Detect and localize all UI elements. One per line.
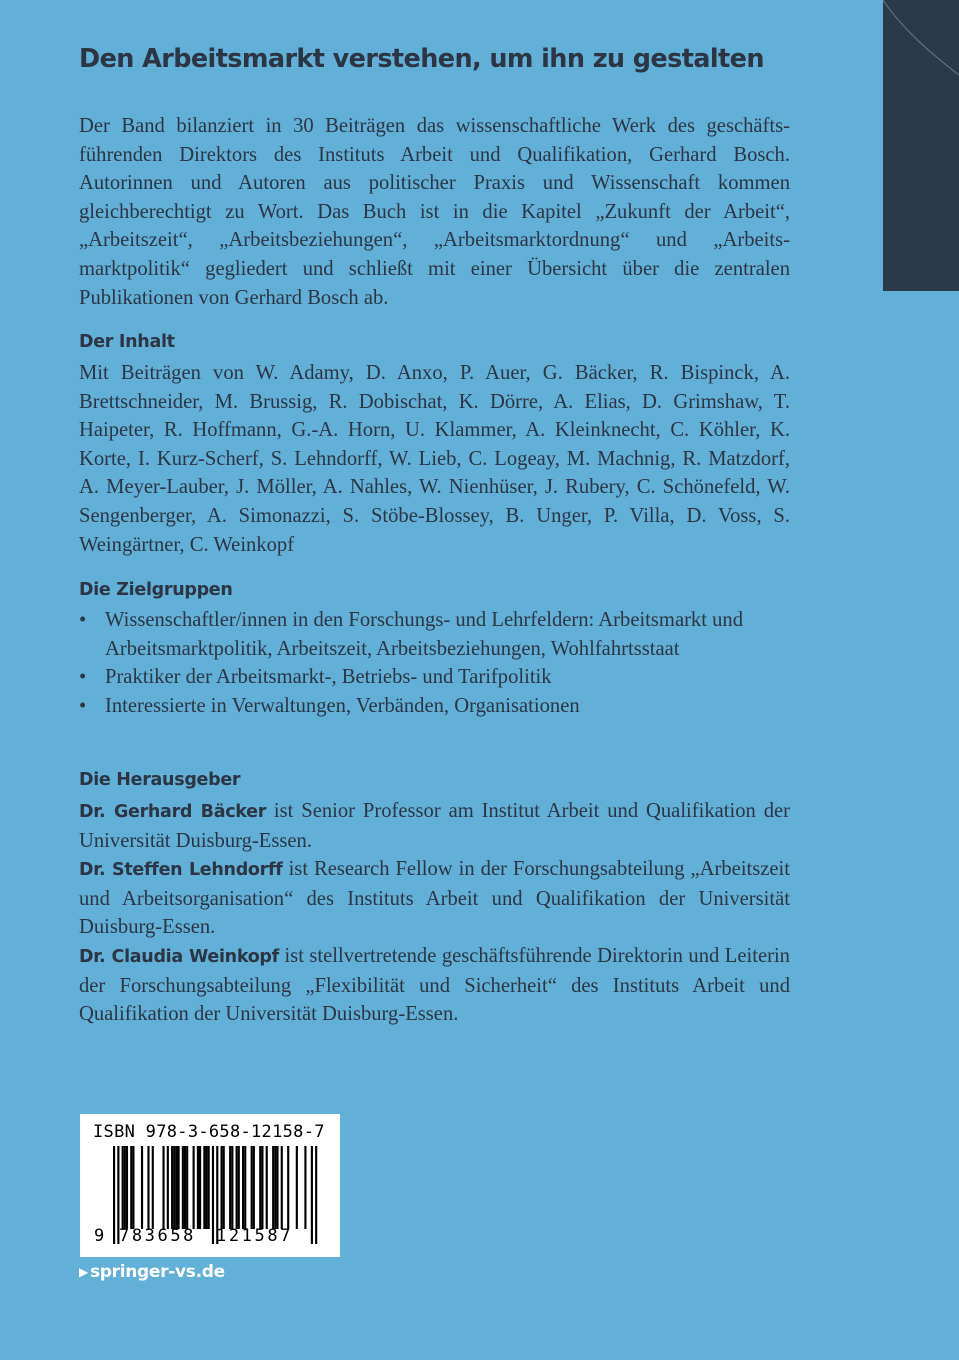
list-item-text: Interessierte in Verwaltungen, Verbänden, Organisationen	[105, 694, 580, 717]
list-item	[79, 663, 790, 692]
barcode-digits-left: 783658	[119, 1226, 197, 1246]
barcode-bar	[199, 1146, 201, 1229]
barcode-bar	[229, 1146, 231, 1229]
barcode-bar	[276, 1146, 278, 1229]
barcode-bar	[186, 1146, 188, 1229]
editor-entry	[79, 942, 790, 1029]
barcode-bar	[311, 1146, 313, 1244]
intro-paragraph: Der Band bilanziert in 30 Beiträgen das wissenschaftliche Werk des geschäftsführenden Direktors des Instituts Arbeit und Qualifikation, Gerhard Bosch. Autorinnen und Autoren aus politischer Praxis und Wissenschaft kommen gleichberechtigt zu Wort. Das Buch ist in die Kapitel „Zukunft der Arbeit“, „Arbeitszeit“, „Arbeitsbeziehungen“, „Arbeitsmarktordnung“ und „Arbeitsmarktpolitik“ gegliedert und schließt mit einer Übersicht über die zentralen Publikationen von Gerhard Bosch ab.	[79, 115, 790, 309]
barcode-bar	[130, 1146, 132, 1229]
corner-decoration	[883, 0, 959, 291]
publisher-link-text: springer-vs.de	[89, 1262, 225, 1282]
barcode-bar	[259, 1146, 261, 1229]
barcode-bar	[315, 1146, 317, 1244]
editor-name: Dr. Gerhard Bäcker	[79, 802, 267, 822]
editor-description: ist Research Fellow in der Forschungsabteilung „Arbeitszeit und Arbeitsorganisation“ des Instituts Arbeit und Qualifikation der Universität Duisburg-Essen.	[79, 858, 791, 939]
target-groups-heading: Die Zielgruppen	[79, 580, 233, 600]
barcode-bar	[238, 1146, 240, 1229]
target-groups-list	[79, 606, 790, 720]
barcode-bar	[266, 1146, 268, 1229]
barcode-bar	[272, 1146, 274, 1229]
barcode-bar	[147, 1146, 149, 1229]
barcode-bar	[274, 1146, 276, 1229]
isbn-barcode-box	[80, 1114, 340, 1257]
editor-description: ist Senior Professor am Institut Arbeit und Qualifikation der Universität Duisburg-Essen.	[79, 800, 790, 852]
barcode-bar	[182, 1146, 184, 1229]
barcode-bar	[261, 1146, 263, 1229]
barcode-bar	[124, 1146, 126, 1229]
contents-heading: Der Inhalt	[79, 332, 175, 352]
barcode-bar	[122, 1146, 124, 1229]
barcode-bar	[231, 1146, 233, 1229]
book-title: Den Arbeitsmarkt verstehen, um ihn zu gestalten	[79, 44, 764, 74]
isbn-label: ISBN 978-3-658-12158-7	[93, 1122, 325, 1142]
barcode-digits-right: 121587	[216, 1226, 294, 1246]
barcode-bar	[251, 1146, 253, 1229]
barcode-bar	[205, 1146, 207, 1229]
barcode-bar	[212, 1146, 214, 1244]
barcode-bar	[184, 1146, 186, 1229]
barcode-bar	[178, 1146, 180, 1229]
barcode-bar	[203, 1146, 205, 1229]
barcode-bar	[287, 1146, 289, 1229]
editors-section	[79, 797, 790, 1029]
editor-description: ist stellvertretende geschäftsführende Direktorin und Leiterin der Forschungsabteilung „Flexibilität und Sicherheit“ des Instituts Arbeit und Qualifikation der Universität Duisburg-Essen.	[79, 944, 790, 1026]
barcode-bar	[193, 1146, 195, 1229]
barcode-bar	[126, 1146, 128, 1229]
barcode-bar	[132, 1146, 134, 1229]
bullet: •	[79, 694, 87, 717]
barcode-bar	[173, 1146, 175, 1229]
barcode-bar	[253, 1146, 255, 1229]
barcode-bar	[242, 1146, 244, 1229]
editor-entry	[79, 797, 790, 855]
barcode-bar	[171, 1146, 173, 1229]
barcode-bar	[296, 1146, 298, 1229]
barcode-bar	[281, 1146, 283, 1229]
contributors-paragraph: Mit Beiträgen von W. Adamy, D. Anxo, P. Auer, G. Bäcker, R. Bispinck, A. Brettschneider, M. Brussig, R. Dobischat, K. Dörre, A. Elias, D. Grimshaw, T. Haipeter, R. Hoffmann, G.-A. Horn, U. Klammer, A. Kleinknecht, C. Köhler, K. Korte, I. Kurz-Scherf, S. Lehndorff, W. Lieb, C. Logeay, M. Machnig, R. Matzdorf, A. Meyer-Lauber, J. Möller, A. Nahles, W. Nienhüser, J. Rubery, C. Schönefeld, W. Sengenberger, A. Simonazzi, S. Stöbe-Blossey, B. Unger, P. Villa, D. Voss, S. Weingärtner, C. Weinkopf	[79, 362, 790, 556]
editors-heading: Die Herausgeber	[79, 770, 241, 790]
editor-name: Dr. Claudia Weinkopf	[79, 946, 279, 967]
publisher-link[interactable]	[79, 1262, 225, 1282]
barcode-bar	[244, 1146, 246, 1229]
bullet: •	[79, 666, 87, 689]
barcode-bar	[236, 1146, 238, 1229]
barcode-bar	[141, 1146, 143, 1229]
arrow-icon: ▶	[79, 1265, 88, 1279]
list-item	[79, 692, 790, 721]
list-item-text: Praktiker der Arbeitsmarkt-, Betriebs- und Tarifpolitik	[105, 666, 552, 689]
barcode-bar	[208, 1146, 210, 1229]
barcode-bar	[113, 1146, 115, 1244]
barcode-bar	[162, 1146, 164, 1229]
barcode-bar	[197, 1146, 199, 1229]
barcode-bar	[304, 1146, 306, 1229]
barcode-bar	[223, 1146, 225, 1229]
barcode-bar	[221, 1146, 223, 1229]
editor-name: Dr. Steffen Lehndorff	[79, 860, 283, 881]
editor-entry	[79, 855, 790, 942]
list-item	[79, 606, 790, 663]
barcode-bar	[152, 1146, 154, 1229]
barcode-digit-first: 9	[94, 1226, 105, 1246]
barcode-bar	[175, 1146, 177, 1229]
barcode-bar	[167, 1146, 169, 1229]
list-item-text: Wissenschaftler/innen in den Forschungs- und Lehrfeldern: Arbeitsmarkt und Arbeitsmarktpolitik, Arbeitszeit, Arbeitsbeziehungen, Wohlfahrtsstaat	[105, 609, 743, 660]
bullet: •	[79, 609, 87, 631]
